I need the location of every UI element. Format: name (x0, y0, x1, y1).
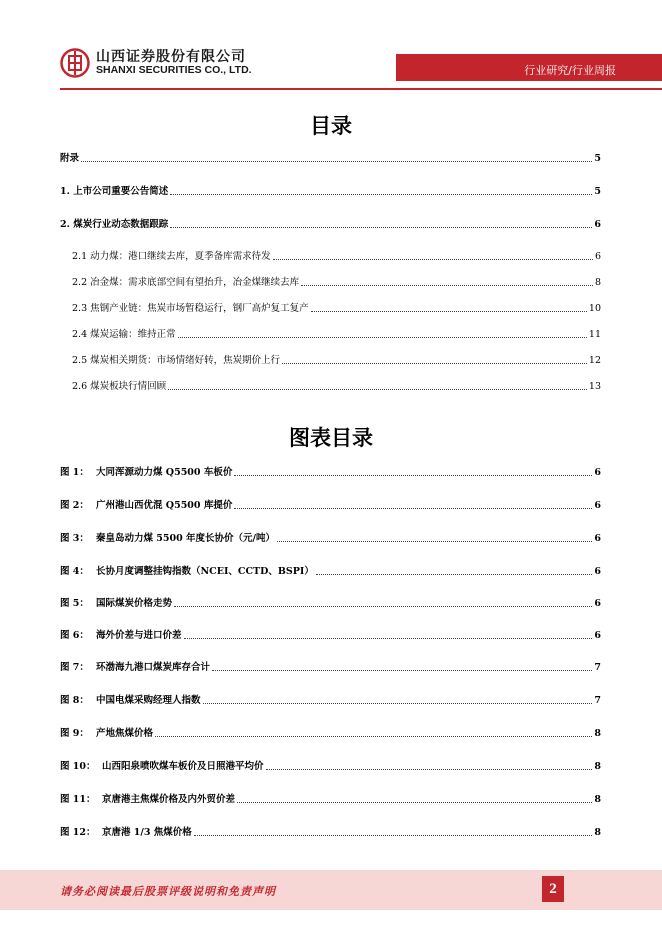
report-type: 行业研究/行业周报 (524, 64, 616, 77)
leader-dots (168, 389, 587, 390)
figure-label: 图 5： (60, 598, 89, 609)
page-number: 2 (542, 876, 564, 902)
figure-item[interactable] (60, 498, 601, 512)
figure-page: 7 (594, 662, 601, 673)
toc-item[interactable] (60, 151, 601, 165)
figure-item[interactable] (60, 792, 601, 806)
toc-subitem[interactable] (72, 275, 601, 289)
figure-label: 图 3： (60, 533, 89, 544)
page-header (0, 0, 662, 100)
figure-label: 图 10： (60, 761, 96, 772)
figure-page: 8 (594, 827, 601, 838)
figure-item[interactable] (60, 596, 601, 610)
toc-item-text: 附录 (60, 153, 80, 164)
toc-item-page: 13 (588, 381, 601, 392)
leader-dots (184, 638, 593, 639)
leader-dots (178, 337, 587, 338)
toc-item-text: 2.4 煤炭运输：维持正常 (72, 329, 176, 340)
figure-text: 长协月度调整挂钩指数（NCEI、CCTD、BSPI） (96, 566, 314, 577)
figure-text: 中国电煤采购经理人指数 (96, 695, 201, 706)
figure-item[interactable] (60, 693, 601, 707)
toc-item-text: 2.6 煤炭板块行情回顾 (72, 381, 167, 392)
figure-text: 京唐港 1/3 焦煤价格 (102, 827, 192, 838)
leader-dots (170, 227, 592, 228)
disclaimer-notice: 请务必阅读最后股票评级说明和免责声明 (60, 885, 276, 898)
company-name-cn: 山西证券股份有限公司 (96, 49, 246, 65)
figure-item[interactable] (60, 465, 601, 479)
leader-dots (237, 802, 592, 803)
leader-dots (212, 670, 592, 671)
leader-dots (311, 311, 587, 312)
figure-label: 图 11： (60, 794, 96, 805)
toc-subitem[interactable] (72, 249, 601, 263)
figure-item[interactable] (60, 825, 601, 839)
figure-page: 8 (594, 728, 601, 739)
toc-subitem[interactable] (72, 379, 601, 393)
toc-item-text: 2.3 焦钢产业链：焦炭市场暂稳运行，钢厂高炉复工复产 (72, 303, 309, 314)
leader-dots (282, 363, 587, 364)
figure-label: 图 1： (60, 467, 89, 478)
toc-item-page: 6 (594, 251, 601, 262)
toc-item-text: 2. 煤炭行业动态数据跟踪 (60, 219, 169, 230)
leader-dots (301, 285, 593, 286)
leader-dots (81, 161, 592, 162)
leader-dots (234, 475, 592, 476)
toc-item-page: 10 (588, 303, 601, 314)
figure-page: 7 (594, 695, 601, 706)
figure-item[interactable] (60, 660, 601, 674)
toc-item-text: 2.2 冶金煤：需求底部空间有望抬升，冶金煤继续去库 (72, 277, 300, 288)
figure-page: 6 (594, 598, 601, 609)
figure-page: 6 (594, 467, 601, 478)
toc-item-text: 1. 上市公司重要公告简述 (60, 186, 169, 197)
toc-item-page: 11 (588, 329, 601, 340)
toc-subitem[interactable] (72, 301, 601, 315)
figure-text: 产地焦煤价格 (96, 728, 154, 739)
figure-item[interactable] (60, 628, 601, 642)
company-name-en: SHANXI SECURITIES CO., LTD. (96, 64, 252, 76)
figure-page: 6 (594, 533, 601, 544)
figure-text: 广州港山西优混 Q5500 库提价 (96, 500, 233, 511)
leader-dots (203, 703, 593, 704)
figure-label: 图 12： (60, 827, 96, 838)
figure-label: 图 8： (60, 695, 89, 706)
header-divider (60, 88, 662, 90)
toc-item[interactable] (60, 184, 601, 198)
figure-item[interactable] (60, 759, 601, 773)
figure-label: 图 6： (60, 630, 89, 641)
figures-title: 图表目录 (289, 426, 373, 450)
leader-dots (266, 769, 593, 770)
toc-item-text: 2.5 煤炭相关期货：市场情绪好转，焦炭期价上行 (72, 355, 281, 366)
toc-item-page: 12 (588, 355, 601, 366)
toc-item-page: 5 (594, 153, 601, 164)
figure-text: 环渤海九港口煤炭库存合计 (96, 662, 211, 673)
toc-item-page: 5 (594, 186, 601, 197)
leader-dots (234, 508, 592, 509)
leader-dots (273, 259, 593, 260)
toc-item-page: 8 (594, 277, 601, 288)
leader-dots (194, 835, 593, 836)
figure-text: 秦皇岛动力煤 5500 年度长协价（元/吨） (96, 533, 276, 544)
figure-label: 图 7： (60, 662, 89, 673)
figure-page: 6 (594, 566, 601, 577)
leader-dots (155, 736, 592, 737)
leader-dots (174, 606, 592, 607)
toc-subitem[interactable] (72, 327, 601, 341)
figure-page: 8 (594, 794, 601, 805)
figure-page: 6 (594, 630, 601, 641)
figure-item[interactable] (60, 564, 601, 578)
figure-page: 8 (594, 761, 601, 772)
figure-label: 图 2： (60, 500, 89, 511)
leader-dots (316, 574, 593, 575)
leader-dots (170, 194, 592, 195)
toc-title: 目录 (310, 114, 352, 138)
figure-item[interactable] (60, 531, 601, 545)
figure-text: 京唐港主焦煤价格及内外贸价差 (102, 794, 236, 805)
figure-page: 6 (594, 500, 601, 511)
toc-item-page: 6 (594, 219, 601, 230)
toc-subitem[interactable] (72, 353, 601, 367)
figure-label: 图 4： (60, 566, 89, 577)
figure-item[interactable] (60, 726, 601, 740)
toc-item[interactable] (60, 217, 601, 231)
company-logo-icon (60, 48, 90, 78)
figure-text: 国际煤炭价格走势 (96, 598, 173, 609)
figure-label: 图 9： (60, 728, 89, 739)
toc-item-text: 2.1 动力煤：港口继续去库，夏季备库需求待发 (72, 251, 271, 262)
figure-text: 海外价差与进口价差 (96, 630, 182, 641)
leader-dots (277, 541, 592, 542)
figure-text: 山西阳泉喷吹煤车板价及日照港平均价 (102, 761, 264, 772)
figure-text: 大同浑源动力煤 Q5500 车板价 (96, 467, 233, 478)
